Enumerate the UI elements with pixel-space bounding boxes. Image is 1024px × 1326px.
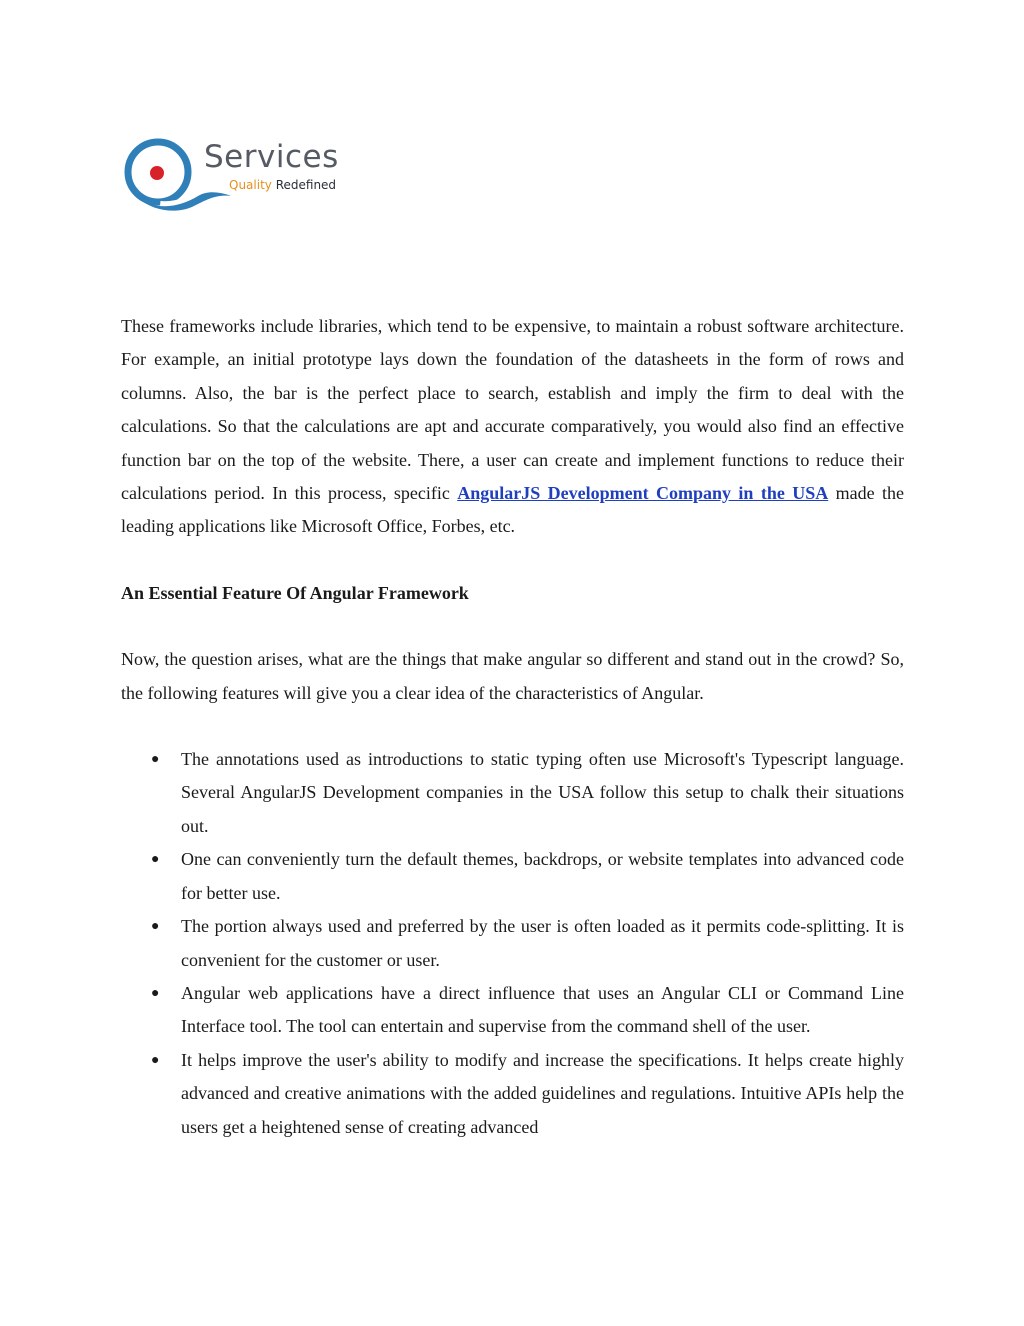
bullet-icon: ● — [151, 919, 160, 935]
tagline-redefined: Redefined — [271, 178, 337, 192]
list-item-text: The portion always used and preferred by the user is often loaded as it permits code-splitting. It is convenient for the customer or user. — [181, 916, 904, 970]
intro-paragraph — [121, 310, 904, 544]
list-item — [121, 843, 904, 910]
bullet-icon: ● — [151, 1052, 160, 1068]
question-paragraph: Now, the question arises, what are the things that make angular so different and stand out in the crowd? So, the following features will give you a clear idea of the characteristics of Angular. — [121, 649, 904, 703]
bullet-icon: ● — [151, 752, 160, 768]
list-item-text: It helps improve the user's ability to modify and increase the specifications. It helps create highly advanced and creative animations with the added guidelines and regulations. Intuitive APIs help the users get a heightened sense of creating advanced — [181, 1049, 904, 1137]
list-item-text: Angular web applications have a direct influence that uses an Angular CLI or Command Line Interface tool. The tool can entertain and supervise from the command shell of the user. — [181, 982, 904, 1037]
spacer — [121, 610, 904, 643]
intro-text: These frameworks include libraries, which tend to be expensive, to maintain a robust software architecture. For example, an initial prototype lays down the foundation of the datasheets in the form of rows and columns. Also, the bar is the perfect place to search, establish and imply the firm to deal with the calculations. So that the calculations are apt and accurate comparatively, you would also find an effective function bar on the top of the website. There, a user can create and implement functions to reduce their calculations period. In this process, specific — [121, 316, 904, 504]
spacer — [121, 544, 904, 577]
bullet-icon: ● — [151, 852, 160, 868]
list-item-text: The annotations used as introductions to static typing often use Microsoft's Typescript language. Several AngularJS Development companies in the USA follow this setup to chalk their situations out. — [181, 749, 904, 836]
bullet-icon: ● — [151, 985, 160, 1001]
list-item-text: One can conveniently turn the default themes, backdrops, or website templates into advanced code for better use. — [181, 849, 904, 903]
list-item — [121, 1044, 904, 1144]
list-item — [121, 977, 904, 1044]
tagline-quality: Quality — [229, 178, 272, 192]
logo-tagline — [229, 179, 336, 191]
list-item — [121, 743, 904, 843]
spacer — [121, 710, 904, 743]
features-list — [121, 743, 904, 1144]
document-body — [121, 310, 904, 1144]
logo-brand-text: Services — [204, 139, 339, 175]
list-item — [121, 910, 904, 977]
intro-text-end: made the leading applications like Microsoft Office, Forbes, etc. — [121, 483, 904, 537]
services-logo — [120, 136, 340, 216]
angularjs-company-link[interactable]: AngularJS Development Company in the USA — [457, 483, 829, 504]
section-heading: An Essential Feature Of Angular Framework — [121, 582, 469, 603]
